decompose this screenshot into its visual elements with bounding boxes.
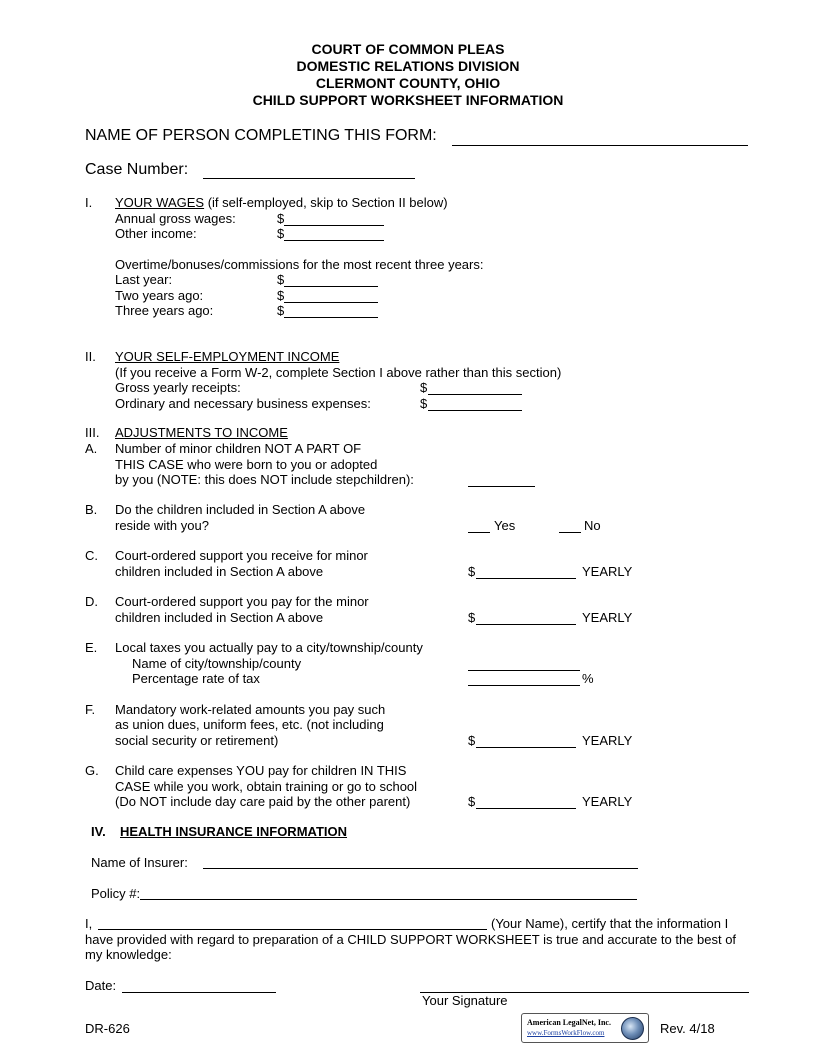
item-a-text: THIS CASE who were born to you or adopted <box>115 457 378 472</box>
child-care-field[interactable] <box>476 808 576 809</box>
american-legalnet-logo <box>521 1013 649 1043</box>
section-1-note: (if self-employed, skip to Section II below) <box>204 195 448 210</box>
item-f-text: as union dues, uniform fees, etc. (not including <box>115 717 384 732</box>
yes-field[interactable] <box>468 532 490 533</box>
item-g-text: Child care expenses YOU pay for children IN THIS <box>115 763 407 778</box>
globe-icon <box>621 1017 644 1040</box>
item-d-letter: D. <box>85 594 98 609</box>
yearly-label: YEARLY <box>582 733 633 748</box>
item-d-text: Court-ordered support you pay for the minor <box>115 594 369 609</box>
item-c-letter: C. <box>85 548 98 563</box>
form-title: CHILD SUPPORT WORKSHEET INFORMATION <box>252 92 564 108</box>
insurer-field[interactable] <box>203 868 638 869</box>
item-c-text: Court-ordered support you receive for minor <box>115 548 368 563</box>
city-name-field[interactable] <box>468 670 580 671</box>
two-years-ago-field[interactable] <box>284 302 378 303</box>
dollar-sign: $ <box>277 288 285 303</box>
item-e-letter: E. <box>85 640 98 655</box>
city-name-label: Name of city/township/county <box>132 656 302 671</box>
last-year-label: Last year: <box>115 272 173 287</box>
item-g-text: (Do NOT include day care paid by the other parent) <box>115 794 411 809</box>
section-3-number: III. <box>85 425 100 440</box>
logo-website: www.FormsWorkFlow.com <box>527 1029 605 1037</box>
gross-yearly-receipts-field[interactable] <box>428 394 522 395</box>
section-2-note: (If you receive a Form W-2, complete Section I above rather than this section) <box>115 365 562 380</box>
yes-label: Yes <box>494 518 516 533</box>
section-4-number: IV. <box>91 824 106 839</box>
percent-sign: % <box>582 671 594 686</box>
item-e-text: Local taxes you actually pay to a city/township/county <box>115 640 423 655</box>
cert-text: have provided with regard to preparation of a CHILD SUPPORT WORKSHEET is true and accurate to the best of <box>85 932 737 947</box>
two-years-ago-label: Two years ago: <box>115 288 204 303</box>
logo-company-name: American LegalNet, Inc. <box>527 1018 611 1027</box>
item-a-letter: A. <box>85 441 98 456</box>
item-b-text: Do the children included in Section A above <box>115 502 366 517</box>
form-number: DR-626 <box>85 1021 130 1036</box>
section-4-title: HEALTH INSURANCE INFORMATION <box>120 824 348 839</box>
last-year-field[interactable] <box>284 286 378 287</box>
division-title: DOMESTIC RELATIONS DIVISION <box>296 58 520 74</box>
cert-text: my knowledge: <box>85 947 172 962</box>
dollar-sign: $ <box>277 272 285 287</box>
dollar-sign: $ <box>277 226 285 241</box>
date-label: Date: <box>85 978 117 993</box>
item-f-letter: F. <box>85 702 96 717</box>
other-income-field[interactable] <box>284 240 384 241</box>
business-expenses-label: Ordinary and necessary business expenses: <box>115 396 371 411</box>
dollar-sign: $ <box>277 303 285 318</box>
item-a-text: by you (NOTE: this does NOT include stepchildren): <box>115 472 414 487</box>
dollar-sign: $ <box>420 380 428 395</box>
item-g-letter: G. <box>85 763 99 778</box>
overtime-label: Overtime/bonuses/commissions for the most recent three years: <box>115 257 484 272</box>
no-field[interactable] <box>559 532 581 533</box>
section-1-heading <box>115 195 448 210</box>
section-2-title: YOUR SELF-EMPLOYMENT INCOME <box>115 349 340 364</box>
annual-gross-wages-label: Annual gross wages: <box>115 211 236 226</box>
tax-rate-field[interactable] <box>468 685 580 686</box>
date-field[interactable] <box>122 992 276 993</box>
policy-label: Policy #: <box>91 886 141 901</box>
court-title: COURT OF COMMON PLEAS <box>311 41 505 57</box>
your-name-field[interactable] <box>98 929 487 930</box>
case-number-field[interactable] <box>203 178 415 179</box>
dollar-sign: $ <box>420 396 428 411</box>
dollar-sign: $ <box>468 564 476 579</box>
mandatory-amounts-field[interactable] <box>476 747 576 748</box>
signature-label: Your Signature <box>422 993 508 1008</box>
section-2-number: II. <box>85 349 96 364</box>
other-income-label: Other income: <box>115 226 197 241</box>
three-years-ago-label: Three years ago: <box>115 303 214 318</box>
dollar-sign: $ <box>277 211 285 226</box>
three-years-ago-field[interactable] <box>284 317 378 318</box>
section-1-number: I. <box>85 195 93 210</box>
item-f-text: social security or retirement) <box>115 733 279 748</box>
county-title: CLERMONT COUNTY, OHIO <box>315 75 501 91</box>
item-c-text: children included in Section A above <box>115 564 324 579</box>
revision-label: Rev. 4/18 <box>660 1021 715 1036</box>
dollar-sign: $ <box>468 794 476 809</box>
insurer-label: Name of Insurer: <box>91 855 188 870</box>
yearly-label: YEARLY <box>582 794 633 809</box>
item-b-letter: B. <box>85 502 98 517</box>
item-g-text: CASE while you work, obtain training or go to school <box>115 779 418 794</box>
gross-yearly-receipts-label: Gross yearly receipts: <box>115 380 241 395</box>
item-a-text: Number of minor children NOT A PART OF <box>115 441 362 456</box>
section-1-title: YOUR WAGES <box>115 195 205 210</box>
dollar-sign: $ <box>468 733 476 748</box>
name-of-person-label: NAME OF PERSON COMPLETING THIS FORM: <box>85 127 437 144</box>
name-of-person-field[interactable] <box>452 145 748 146</box>
section-3-title: ADJUSTMENTS TO INCOME <box>115 425 288 440</box>
no-label: No <box>584 518 601 533</box>
yearly-label: YEARLY <box>582 564 633 579</box>
yearly-label: YEARLY <box>582 610 633 625</box>
support-received-field[interactable] <box>476 578 576 579</box>
case-number-label: Case Number: <box>85 161 189 178</box>
cert-i: I, <box>85 916 93 931</box>
business-expenses-field[interactable] <box>428 410 522 411</box>
annual-gross-wages-field[interactable] <box>284 225 384 226</box>
policy-field[interactable] <box>140 899 637 900</box>
tax-rate-label: Percentage rate of tax <box>132 671 260 686</box>
item-d-text: children included in Section A above <box>115 610 324 625</box>
cert-text: (Your Name), certify that the information I <box>491 916 729 931</box>
dollar-sign: $ <box>468 610 476 625</box>
item-b-text: reside with you? <box>115 518 209 533</box>
support-paid-field[interactable] <box>476 624 576 625</box>
item-f-text: Mandatory work-related amounts you pay such <box>115 702 386 717</box>
minor-children-count-field[interactable] <box>468 486 535 487</box>
